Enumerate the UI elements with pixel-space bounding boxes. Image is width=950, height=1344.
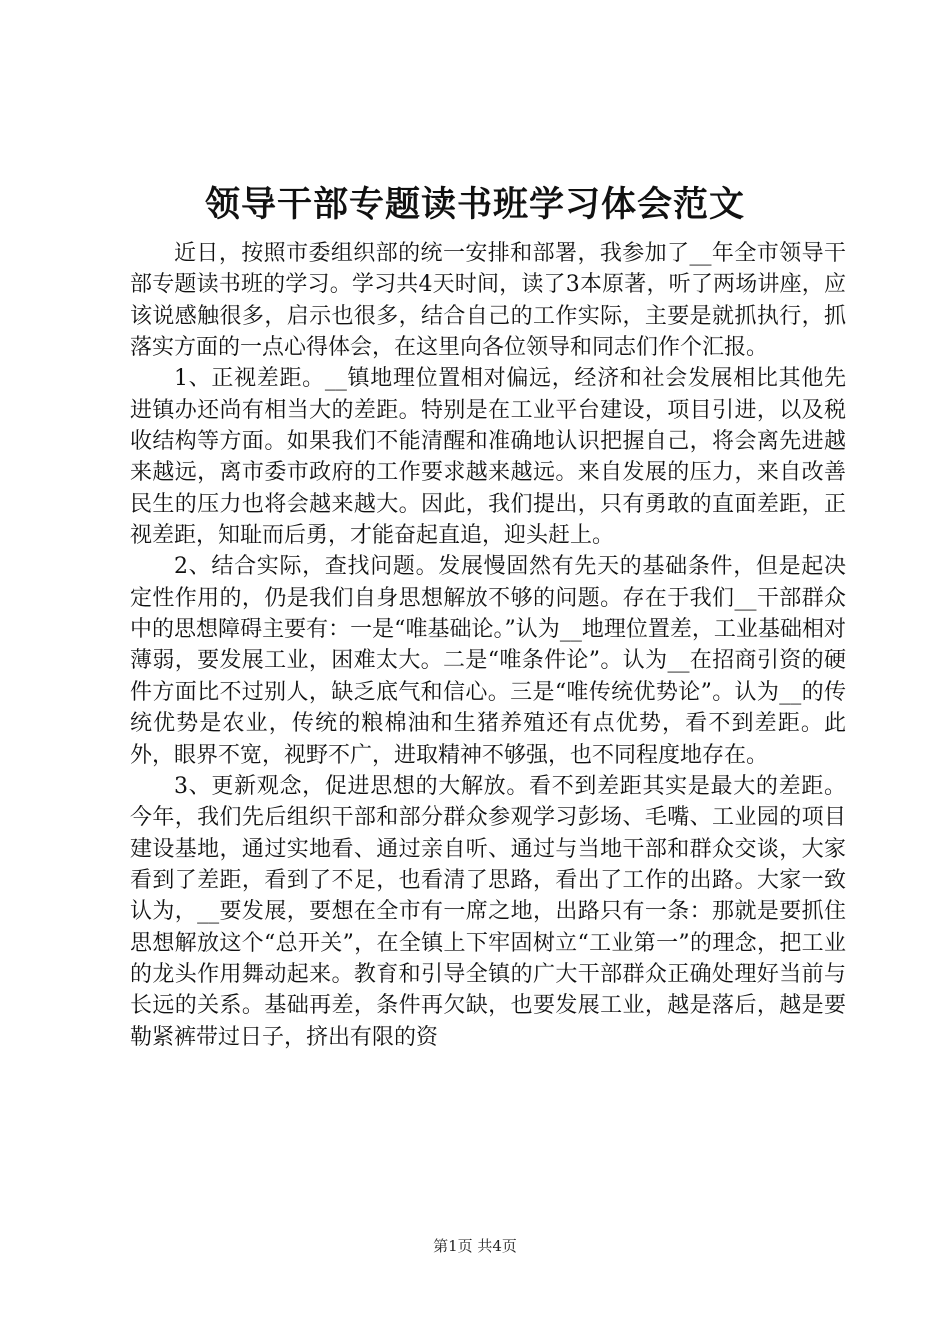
document-title: 领导干部专题读书班学习体会范文 — [204, 184, 745, 225]
paragraph-point-3: 3、更新观念，促进思想的大解放。看不到差距其实是最大的差距。今年，我们先后组织干部和部分群众参观学习彭场、毛嘴、工业园的项目建设基地，通过实地看、通过亲自听、通过与当地干部和群众交谈，大家看到了差距，看到了不足，也看清了思路，看出了工作的出路。大家一致认为，__要发展，要想在全市有一席之地，出路只有一条：那就是要抓住思想解放这个“总开关”，在全镇上下牢固树立“工业第一”的理念，把工业的龙头作用舞动起来。教育和引导全镇的广大干部群众正确处理好当前与长远的关系。基础再差，条件再欠缺，也要发展工业，越是落后，越是要勒紧裤带过日子，挤出有限的资 — [130, 773, 846, 1050]
page-number-footer: 第1页 共4页 — [433, 1237, 517, 1255]
paragraph-intro: 近日，按照市委组织部的统一安排和部署，我参加了__年全市领导干部专题读书班的学习。学习共4天时间，读了3本原著，听了两场讲座，应该说感触很多，启示也很多，结合自己的工作实际，主要是就抓执行，抓落实方面的一点心得体会，在这里向各位领导和同志们作个汇报。 — [130, 241, 846, 361]
paragraph-point-2: 2、结合实际，查找问题。发展慢固然有先天的基础条件，但是起决定性作用的，仍是我们自身思想解放不够的问题。存在于我们__干部群众中的思想障碍主要有：一是“唯基础论。”认为__地理位置差，工业基础相对薄弱，要发展工业，困难太大。二是“唯条件论”。认为__在招商引资的硬件方面比不过别人，缺乏底气和信心。三是“唯传统优势论”。认为__的传统优势是农业，传统的粮棉油和生猪养殖还有点优势，看不到差距。此外，眼界不宽，视野不广，进取精神不够强，也不同程度地存在。 — [130, 554, 846, 768]
document-body — [130, 238, 846, 1053]
paragraph-point-1: 1、正视差距。__镇地理位置相对偏远，经济和社会发展相比其他先进镇办还尚有相当大的差距。特别是在工业平台建设，项目引进，以及税收结构等方面。如果我们不能清醒和准确地认识把握自己，将会离先进越来越远，离市委市政府的工作要求越来越远。来自发展的压力，来自改善民生的压力也将会越来越大。因此，我们提出，只有勇敢的直面差距，正视差距，知耻而后勇，才能奋起直追，迎头赶上。 — [130, 366, 846, 549]
